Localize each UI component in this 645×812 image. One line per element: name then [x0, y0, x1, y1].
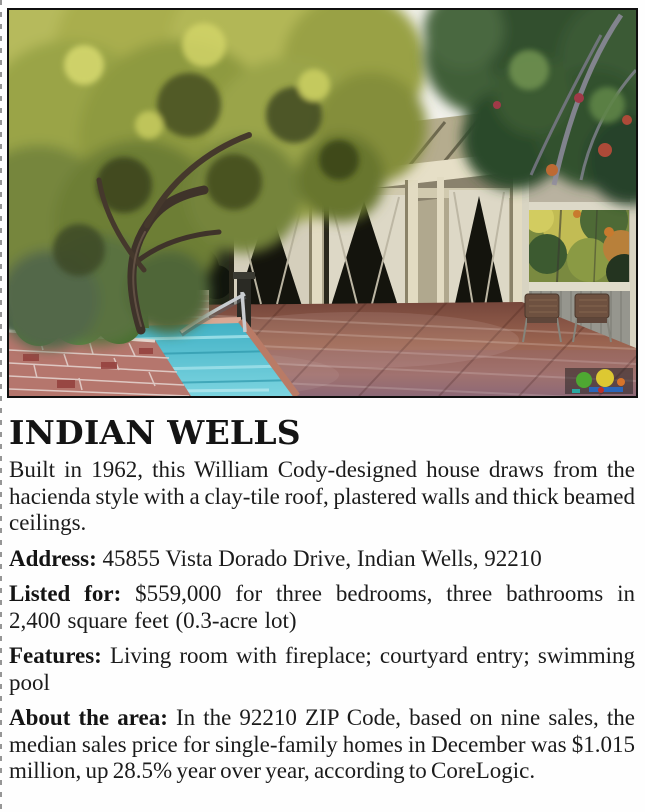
- detail-address-label: Address:: [9, 545, 97, 571]
- listing-article: [9, 404, 635, 794]
- detail-address: [9, 546, 635, 573]
- detail-about-area: [9, 705, 635, 785]
- detail-about-area-label: About the area:: [9, 705, 168, 730]
- detail-features-label: Features:: [9, 643, 102, 668]
- detail-features: [9, 643, 635, 696]
- listing-photo: [7, 8, 638, 398]
- detail-listed-for-text: $559,000 for three bedrooms, three bathrooms in 2,400 square feet (0.3-acre lot): [9, 581, 635, 633]
- column-rule-dashes: [0, 0, 2, 812]
- headline: INDIAN WELLS: [9, 413, 301, 452]
- intro-paragraph: Built in 1962, this William Cody-designed house draws from the hacienda style with a clay-tile roof, plastered walls and thick beamed ceilings.: [9, 457, 635, 535]
- detail-listed-for-label: Listed for:: [9, 581, 122, 606]
- detail-features-text: Living room with fireplace; courtyard entry; swimming pool: [9, 643, 635, 695]
- photo-illustration: [9, 10, 636, 396]
- detail-about-area-text: In the 92210 ZIP Code, based on nine sales, the median sales price for single-family homes in December was $1.015 million, up 28.5% year over year, according to CoreLogic.: [9, 705, 636, 783]
- detail-address-text: 45855 Vista Dorado Drive, Indian Wells, 92210: [102, 545, 542, 571]
- photo-credit-watermark: [565, 368, 633, 394]
- detail-listed-for: [9, 581, 635, 634]
